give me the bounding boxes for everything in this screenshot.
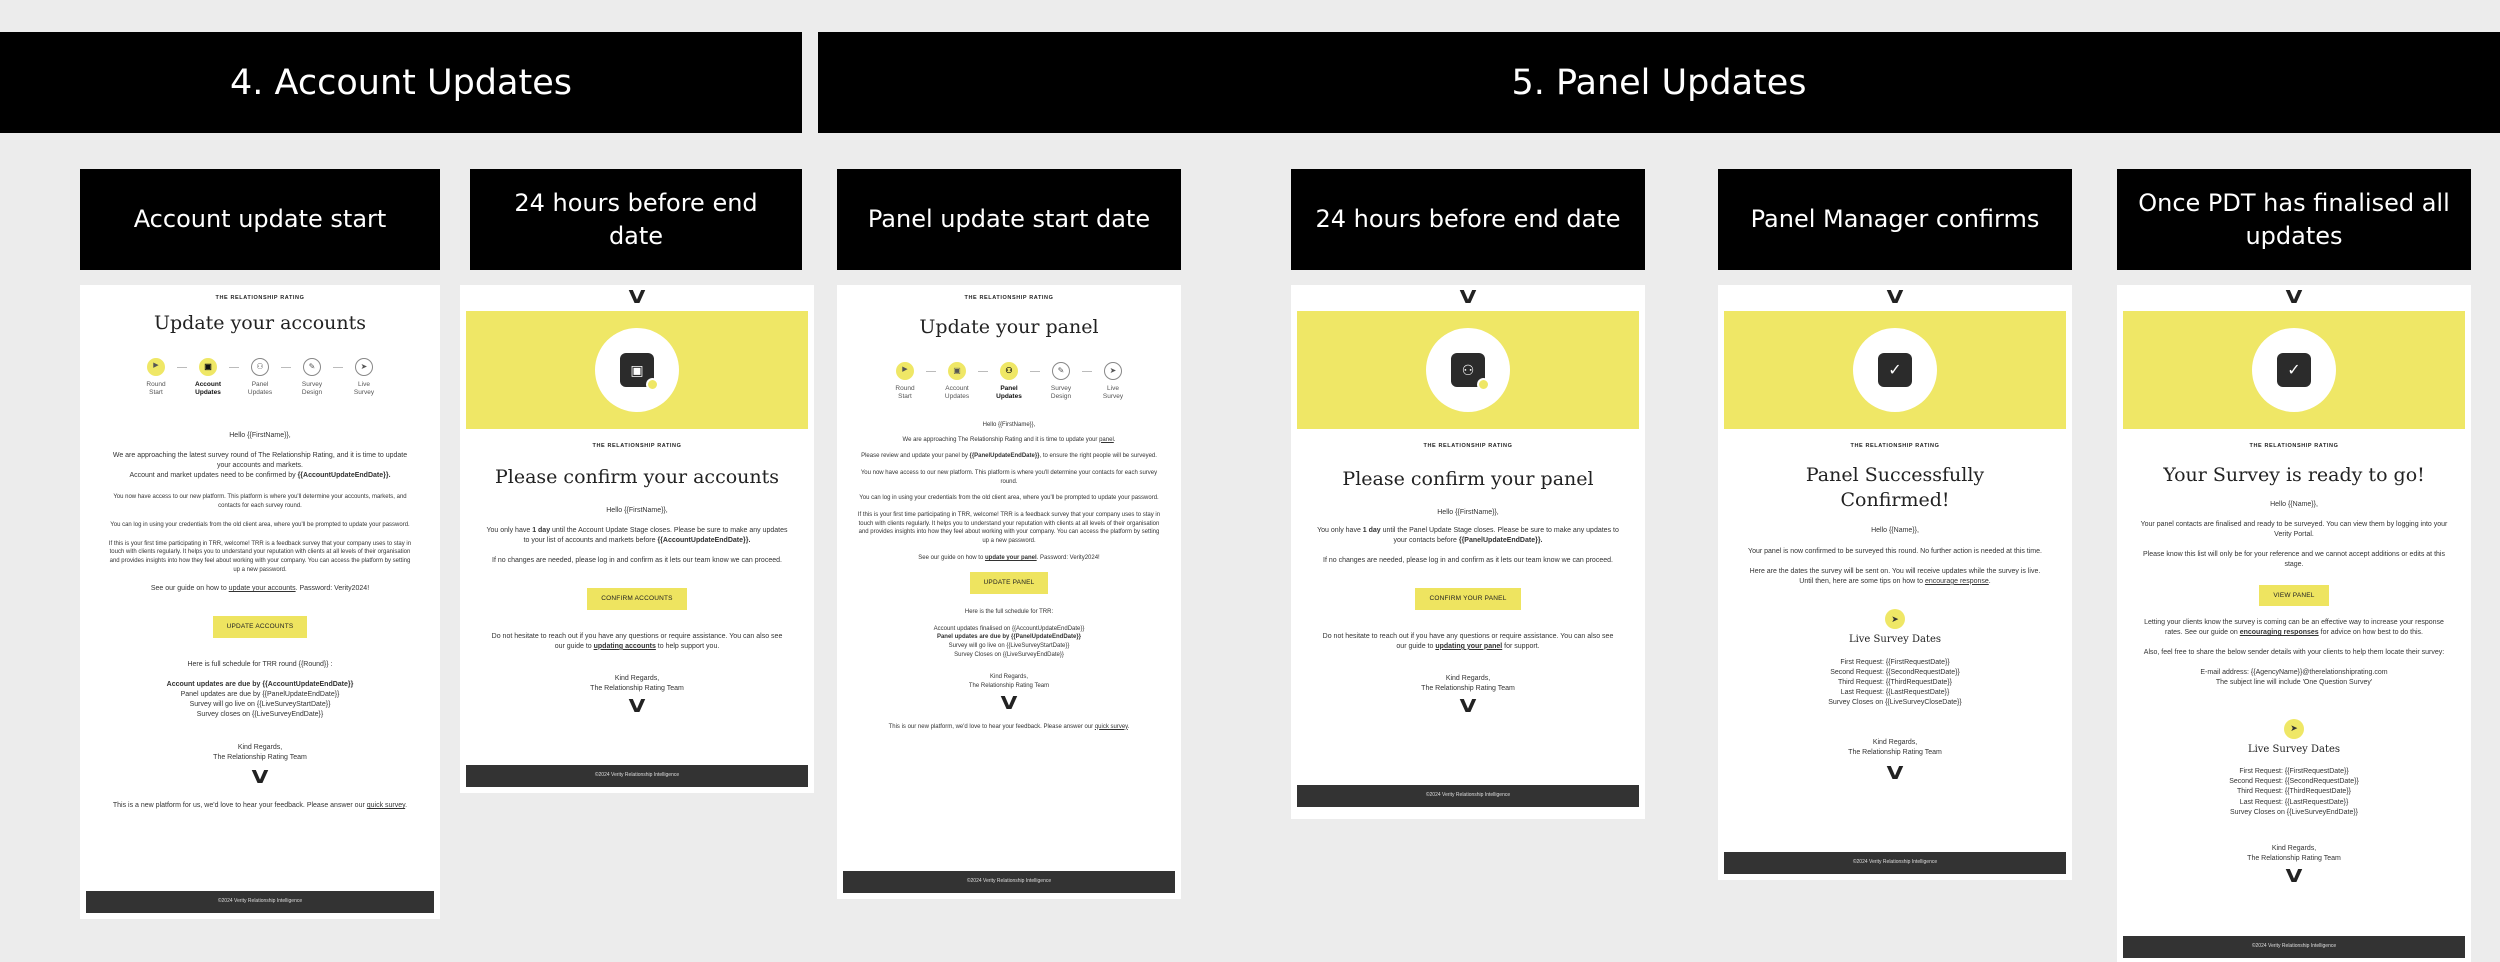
people-icon: ⚇ bbox=[1005, 365, 1013, 375]
update-panel-button[interactable]: UPDATE PANEL bbox=[970, 572, 1049, 593]
banner-panel-updates: 5. Panel Updates bbox=[818, 32, 2500, 133]
brand-label: THE RELATIONSHIP RATING bbox=[1850, 443, 1940, 450]
paragraph: If no changes are needed, please log in and confirm as it lets our team know we can proceed. bbox=[1323, 557, 1613, 565]
view-panel-button[interactable]: VIEW PANEL bbox=[2259, 585, 2328, 606]
greeting: Hello {{Name}}, bbox=[1871, 527, 1919, 535]
paragraph: See our guide on how to update your accounts. Password: Verity2024! bbox=[150, 585, 370, 593]
step-panel-updates: ⚇ Panel Updates bbox=[988, 362, 1030, 401]
briefcase-icon: ▣ bbox=[620, 353, 654, 387]
schedule-item: Account updates finalised on {{AccountUpdateEndDate}} bbox=[933, 625, 1085, 632]
date-item: Third Request: {{ThirdRequestDate}} bbox=[2236, 788, 2351, 796]
quick-survey-link[interactable]: quick survey bbox=[1094, 723, 1128, 730]
date-item: Second Request: {{SecondRequestDate}} bbox=[2229, 778, 2359, 786]
guide-link[interactable]: encouraging responses bbox=[2239, 629, 2319, 637]
step-round-start: ▶ Round Start bbox=[135, 358, 177, 397]
email-confirm-panel bbox=[1291, 285, 1645, 819]
schedule-item: Survey will go live on {{LiveSurveyStartDate}} bbox=[948, 642, 1070, 649]
column-header-pdt-finalised: Once PDT has finalised all updates bbox=[2117, 169, 2471, 270]
step-survey-design: ✎ Survey Design bbox=[1040, 362, 1082, 401]
verity-logo: V bbox=[628, 696, 646, 718]
progress-steps bbox=[80, 358, 440, 397]
date-item: Second Request: {{SecondRequestDate}} bbox=[1830, 668, 1960, 676]
feedback-text: This is our new platform, we'd love to hear your feedback. Please answer our quick survey. bbox=[888, 723, 1130, 730]
paragraph: You can log in using your credentials from the old client area, where you'll be prompted to update your password. bbox=[859, 495, 1159, 502]
guide-link[interactable]: update your panel bbox=[984, 554, 1037, 561]
live-survey-heading: Live Survey Dates bbox=[2247, 743, 2341, 755]
regards: Kind Regards, bbox=[237, 743, 283, 751]
date-item: Third Request: {{ThirdRequestDate}} bbox=[1837, 678, 1952, 686]
brand-label: THE RELATIONSHIP RATING bbox=[215, 295, 305, 301]
email-update-panel bbox=[837, 285, 1181, 899]
date-item: Survey Closes on {{LiveSurveyEndDate}} bbox=[2229, 808, 2359, 816]
verity-logo: V bbox=[1459, 287, 1477, 308]
schedule-item: Survey Closes on {{LiveSurveyEndDate}} bbox=[954, 651, 1064, 658]
paragraph: Your panel is now confirmed to be surveyed this round. No further action is needed at this time. bbox=[1748, 547, 2042, 555]
schedule-heading: Here is full schedule for TRR round {{Round}} : bbox=[187, 660, 333, 668]
paragraph: Your panel contacts are finalised and ready to be surveyed. You can view them by logging into your Verity Portal. bbox=[2140, 520, 2448, 539]
step-live-survey: ➤ Live Survey bbox=[1092, 362, 1134, 401]
greeting: Hello {{FirstName}}, bbox=[1437, 508, 1499, 516]
paragraph: If this is your first time participating in TRR, welcome! TRR is a feedback survey that your company uses to stay in touch with clients regularly. It helps you to understand your reputation with clients at all levels of their organisation and provides insights into how they feel about working with your company. You can access the platform by setting up a new password. bbox=[857, 512, 1161, 545]
email-panel-confirmed bbox=[1718, 285, 2072, 880]
schedule-item: Panel updates are due by {{PanelUpdateEndDate}} bbox=[936, 634, 1082, 641]
guide-link[interactable]: updating accounts bbox=[593, 642, 656, 650]
brand-label: THE RELATIONSHIP RATING bbox=[964, 295, 1054, 301]
email-title: Update your panel bbox=[919, 315, 1099, 338]
email-confirm-accounts bbox=[460, 285, 814, 793]
pencil-icon: ✎ bbox=[308, 361, 316, 371]
email-title: Your Survey is ready to go! bbox=[2163, 464, 2425, 487]
email-update-accounts bbox=[80, 285, 440, 919]
email-title: Please confirm your accounts bbox=[494, 466, 780, 489]
email-title: Please confirm your panel bbox=[1342, 468, 1594, 491]
panel-link[interactable]: panel bbox=[1099, 436, 1114, 443]
paragraph: If this is your first time participating in TRR, welcome! TRR is a feedback survey that your company uses to stay in touch with clients regularly. It helps you to understand your reputation with clients at all levels of their organisation and provides insights into how they feel about working with your company. You can access the platform by setting up a new password. bbox=[108, 540, 412, 573]
guide-link[interactable]: update your accounts bbox=[228, 585, 296, 593]
hero-banner bbox=[1724, 311, 2066, 429]
step-account-updates: ▣ Account Updates bbox=[936, 362, 978, 401]
encourage-response-link[interactable]: encourage response bbox=[1924, 577, 1989, 585]
greeting: Hello {{FirstName}}, bbox=[229, 431, 291, 439]
schedule-heading: Here is the full schedule for TRR: bbox=[964, 608, 1054, 615]
play-icon: ▶ bbox=[153, 362, 159, 370]
confirm-accounts-button[interactable]: CONFIRM ACCOUNTS bbox=[587, 588, 686, 609]
paragraph: Account and market updates need to be confirmed by {{AccountUpdateEndDate}}. bbox=[129, 472, 391, 480]
column-header-account-update-start: Account update start bbox=[80, 169, 440, 270]
live-survey-heading: Live Survey Dates bbox=[1848, 634, 1942, 646]
schedule-item: Panel updates are due by {{PanelUpdateEndDate}} bbox=[180, 691, 340, 699]
send-icon: ➤ bbox=[1109, 365, 1117, 375]
email-footer: ©2024 Verity Relationship Intelligence bbox=[86, 891, 434, 913]
hero-banner bbox=[2123, 311, 2465, 429]
verity-logo: V bbox=[1886, 762, 1904, 784]
paragraph: Please review and update your panel by {{PanelUpdateEndDate}}, to ensure the right people will be surveyed. bbox=[861, 453, 1157, 460]
brand-label: THE RELATIONSHIP RATING bbox=[1423, 443, 1513, 450]
paragraph: You only have 1 day until the Account Update Stage closes. Please be sure to make any updates to your list of accounts and markets before {{AccountUpdateEndDate}}. bbox=[486, 526, 788, 545]
email-survey-ready bbox=[2117, 285, 2471, 962]
date-item: First Request: {{FirstRequestDate}} bbox=[2239, 768, 2349, 776]
paragraph: We are approaching The Relationship Rating and it is time to update your panel. bbox=[902, 436, 1116, 443]
verity-logo: V bbox=[1459, 696, 1477, 718]
column-header-account-24h: 24 hours before end date bbox=[470, 169, 802, 270]
regards: Kind Regards, bbox=[2271, 844, 2317, 852]
email-footer: ©2024 Verity Relationship Intelligence bbox=[843, 871, 1175, 893]
paragraph: Also, feel free to share the below sender details with your clients to help them locate their survey: bbox=[2143, 649, 2445, 657]
briefcase-icon: ▣ bbox=[204, 361, 212, 371]
schedule-item: Survey will go live on {{LiveSurveyStartDate}} bbox=[189, 701, 331, 709]
hero-banner bbox=[1297, 311, 1639, 429]
team-signature: The Relationship Rating Team bbox=[590, 685, 684, 693]
paragraph: You now have access to our new platform. This platform is where you'll determine your contacts for each survey round. bbox=[860, 469, 1158, 485]
banner-account-updates: 4. Account Updates bbox=[0, 32, 802, 133]
greeting: Hello {{FirstName}}, bbox=[982, 421, 1036, 428]
email-title: Update your accounts bbox=[153, 311, 367, 334]
date-item: Last Request: {{LastRequestDate}} bbox=[1840, 688, 1950, 696]
sender-email: E-mail address: {{AgencyName}}@therelationshiprating.com bbox=[2200, 669, 2388, 677]
team-signature: The Relationship Rating Team bbox=[968, 683, 1050, 690]
regards: Kind Regards, bbox=[614, 675, 660, 683]
column-header-panel-manager-confirms: Panel Manager confirms bbox=[1718, 169, 2072, 270]
team-signature: The Relationship Rating Team bbox=[1421, 685, 1515, 693]
brand-label: THE RELATIONSHIP RATING bbox=[2249, 443, 2339, 450]
greeting: Hello {{Name}}, bbox=[2270, 500, 2318, 508]
team-signature: The Relationship Rating Team bbox=[2247, 854, 2341, 862]
regards: Kind Regards, bbox=[1872, 739, 1918, 747]
verity-logo: V bbox=[628, 287, 646, 308]
email-footer: ©2024 Verity Relationship Intelligence bbox=[1297, 785, 1639, 807]
update-accounts-button[interactable]: UPDATE ACCOUNTS bbox=[213, 616, 308, 637]
email-footer: ©2024 Verity Relationship Intelligence bbox=[1724, 852, 2066, 874]
people-icon: ⚇ bbox=[256, 361, 264, 371]
verity-logo: V bbox=[1886, 287, 1904, 308]
paragraph: Letting your clients know the survey is coming can be an effective way to increase your response rates. See our guide on encouraging responses for advice on how best to do this. bbox=[2144, 618, 2444, 637]
team-signature: The Relationship Rating Team bbox=[213, 753, 307, 761]
brand-label: THE RELATIONSHIP RATING bbox=[592, 443, 682, 450]
people-icon: ⚇ bbox=[1451, 353, 1485, 387]
greeting: Hello {{FirstName}}, bbox=[606, 506, 668, 514]
regards: Kind Regards, bbox=[1445, 675, 1491, 683]
verity-logo: V bbox=[2285, 866, 2303, 888]
feedback-text: This is a new platform for us, we'd love to hear your feedback. Please answer our quick survey. bbox=[112, 801, 408, 809]
progress-steps bbox=[837, 362, 1181, 401]
date-item: Survey Closes on {{LiveSurveyCloseDate}} bbox=[1828, 699, 1962, 707]
team-signature: The Relationship Rating Team bbox=[1848, 749, 1942, 757]
paragraph: Do not hesitate to reach out if you have any questions or require assistance. You can also see our guide to updating accounts to help support you. bbox=[491, 632, 783, 650]
check-icon: ✓ bbox=[2277, 353, 2311, 387]
hero-banner bbox=[466, 311, 808, 429]
pencil-icon: ✎ bbox=[1057, 365, 1065, 375]
date-item: Last Request: {{LastRequestDate}} bbox=[2239, 798, 2349, 806]
verity-logo: V bbox=[2285, 287, 2303, 308]
verity-logo: V bbox=[1000, 692, 1018, 714]
paragraph: Please know this list will only be for your reference and we cannot accept additions or edits at this stage. bbox=[2143, 551, 2445, 569]
briefcase-icon: ▣ bbox=[953, 365, 961, 375]
check-icon: ✓ bbox=[1878, 353, 1912, 387]
paragraph: You can log in using your credentials from the old client area, where you'll be prompted to update your password. bbox=[110, 521, 410, 528]
paragraph: We are approaching the latest survey round of The Relationship Rating, and it is time to update your accounts and markets. bbox=[112, 452, 408, 470]
email-footer: ©2024 Verity Relationship Intelligence bbox=[466, 765, 808, 787]
schedule-item: Account updates are due by {{AccountUpdateEndDate}} bbox=[166, 680, 354, 688]
step-account-updates: ▣ Account Updates bbox=[187, 358, 229, 397]
guide-link[interactable]: updating your panel bbox=[1435, 642, 1503, 650]
play-icon: ▶ bbox=[902, 366, 908, 374]
paragraph: You now have access to our new platform. This platform is where you'll determine your accounts, markets, and contacts for each survey round. bbox=[113, 494, 407, 510]
email-footer: ©2024 Verity Relationship Intelligence bbox=[2123, 936, 2465, 958]
date-item: First Request: {{FirstRequestDate}} bbox=[1840, 658, 1950, 666]
send-icon: ➤ bbox=[2284, 719, 2304, 739]
quick-survey-link[interactable]: quick survey bbox=[366, 801, 406, 809]
schedule-item: Survey closes on {{LiveSurveyEndDate}} bbox=[196, 711, 324, 719]
paragraph: Here are the dates the survey will be sent on. You will receive updates while the survey is live. Until then, here are some tips on how to encourage response. bbox=[1749, 567, 2041, 585]
paragraph: If no changes are needed, please log in and confirm as it lets our team know we can proceed. bbox=[492, 557, 782, 565]
email-title: Panel Successfully Confirmed! bbox=[1805, 464, 1985, 511]
verity-logo: V bbox=[251, 766, 269, 788]
paragraph: Do not hesitate to reach out if you have any questions or require assistance. You can also see our guide to updating your panel for support. bbox=[1322, 632, 1614, 650]
column-header-panel-24h: 24 hours before end date bbox=[1291, 169, 1645, 270]
column-header-panel-update-start: Panel update start date bbox=[837, 169, 1181, 270]
paragraph: See our guide on how to update your panel. Password: Verity2024! bbox=[918, 554, 1100, 561]
step-live-survey: ➤ Live Survey bbox=[343, 358, 385, 397]
send-icon: ➤ bbox=[1885, 609, 1905, 629]
subject-line-note: The subject line will include 'One Question Survey' bbox=[2215, 679, 2373, 687]
paragraph: You only have 1 day until the Panel Update Stage closes. Please be sure to make any updates to your contacts before {{PanelUpdateEndDate}}. bbox=[1317, 526, 1619, 545]
step-panel-updates: ⚇ Panel Updates bbox=[239, 358, 281, 397]
regards: Kind Regards, bbox=[989, 674, 1029, 681]
confirm-your-panel-button[interactable]: CONFIRM YOUR PANEL bbox=[1415, 588, 1520, 609]
step-survey-design: ✎ Survey Design bbox=[291, 358, 333, 397]
send-icon: ➤ bbox=[360, 361, 368, 371]
step-round-start: ▶ Round Start bbox=[884, 362, 926, 401]
